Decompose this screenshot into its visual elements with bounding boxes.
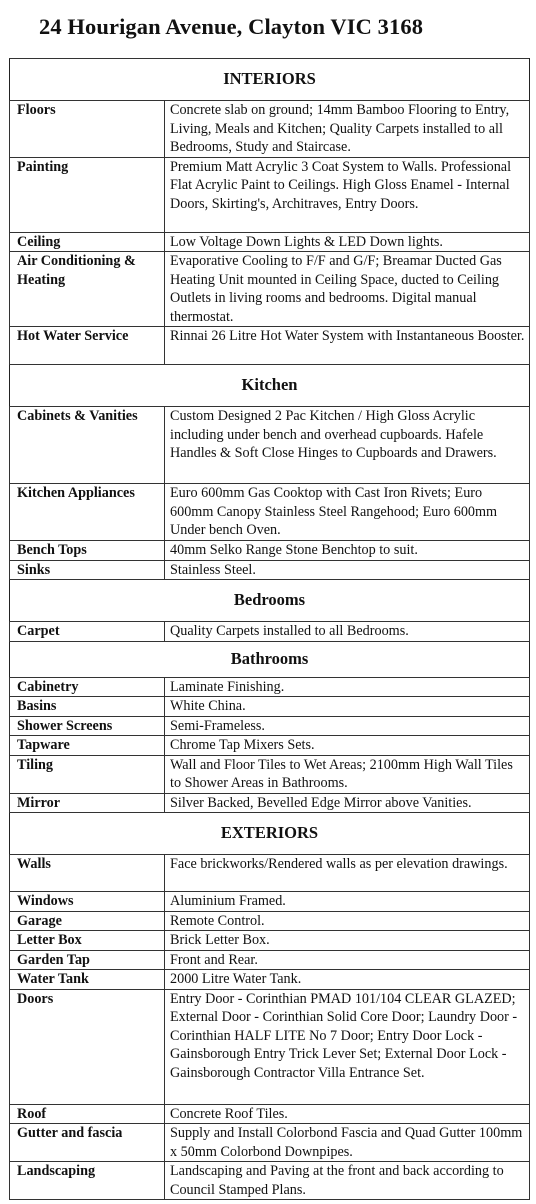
row-label: Garage xyxy=(10,911,165,931)
row-label: Gutter and fascia xyxy=(10,1124,165,1162)
table-row xyxy=(10,677,530,697)
row-value: Euro 600mm Gas Cooktop with Cast Iron Rivets; Euro 600mm Canopy Stainless Steel Rangehood; Euro 600mm Under bench Oven. xyxy=(165,484,530,541)
table-row xyxy=(10,892,530,912)
row-label: Roof xyxy=(10,1104,165,1124)
row-value: Front and Rear. xyxy=(165,950,530,970)
row-label: Mirror xyxy=(10,793,165,813)
table-row xyxy=(10,950,530,970)
row-value: Premium Matt Acrylic 3 Coat System to Walls. Professional Flat Acrylic Paint to Ceilings. High Gloss Enamel - Internal Doors, Skirting's, Architraves, Entry Doors. xyxy=(165,157,530,232)
section-heading-kitchen: Kitchen xyxy=(10,365,530,407)
row-label: Tiling xyxy=(10,755,165,793)
row-label: Shower Screens xyxy=(10,716,165,736)
row-value: Remote Control. xyxy=(165,911,530,931)
table-row xyxy=(10,736,530,756)
table-row xyxy=(10,1104,530,1124)
row-label: Letter Box xyxy=(10,931,165,951)
document-title: 24 Hourigan Avenue, Clayton VIC 3168 xyxy=(39,14,424,39)
specification-table xyxy=(9,58,530,1200)
row-value: Face brickworks/Rendered walls as per elevation drawings. xyxy=(165,855,530,892)
row-label: Walls xyxy=(10,855,165,892)
table-row xyxy=(10,697,530,717)
row-value: Aluminium Framed. xyxy=(165,892,530,912)
row-value: Concrete Roof Tiles. xyxy=(165,1104,530,1124)
table-row xyxy=(10,793,530,813)
row-label: Water Tank xyxy=(10,970,165,990)
table-row xyxy=(10,484,530,541)
row-label: Sinks xyxy=(10,560,165,580)
row-label: Floors xyxy=(10,101,165,158)
section-heading-interiors: INTERIORS xyxy=(10,59,530,101)
section-heading-bathrooms: Bathrooms xyxy=(10,641,530,677)
row-label: Cabinets & Vanities xyxy=(10,407,165,484)
table-row xyxy=(10,327,530,365)
section-heading-row xyxy=(10,641,530,677)
row-value: Custom Designed 2 Pac Kitchen / High Gloss Acrylic including under bench and overhead cupboards. Hafele Handles & Soft Close Hinges to Cupboards and Drawers. xyxy=(165,407,530,484)
table-row xyxy=(10,560,530,580)
row-label: Kitchen Appliances xyxy=(10,484,165,541)
row-label: Doors xyxy=(10,989,165,1104)
row-label: Ceiling xyxy=(10,232,165,252)
row-value: Wall and Floor Tiles to Wet Areas; 2100mm High Wall Tiles to Shower Areas in Bathrooms. xyxy=(165,755,530,793)
row-label: Tapware xyxy=(10,736,165,756)
table-row xyxy=(10,755,530,793)
section-heading-row xyxy=(10,813,530,855)
row-label: Landscaping xyxy=(10,1162,165,1200)
row-value: Concrete slab on ground; 14mm Bamboo Flooring to Entry, Living, Meals and Kitchen; Quality Carpets installed to all Bedrooms, Study and Staircase. xyxy=(165,101,530,158)
table-row xyxy=(10,911,530,931)
row-label: Carpet xyxy=(10,622,165,642)
row-value: Laminate Finishing. xyxy=(165,677,530,697)
row-label: Air Conditioning & Heating xyxy=(10,252,165,327)
row-value: Silver Backed, Bevelled Edge Mirror above Vanities. xyxy=(165,793,530,813)
table-row xyxy=(10,1124,530,1162)
table-row xyxy=(10,970,530,990)
row-value: Landscaping and Paving at the front and back according to Council Stamped Plans. xyxy=(165,1162,530,1200)
row-value: Low Voltage Down Lights & LED Down lights. xyxy=(165,232,530,252)
table-row xyxy=(10,101,530,158)
table-row xyxy=(10,622,530,642)
row-value: Stainless Steel. xyxy=(165,560,530,580)
table-row xyxy=(10,232,530,252)
row-value: Supply and Install Colorbond Fascia and Quad Gutter 100mm x 50mm Colorbond Downpipes. xyxy=(165,1124,530,1162)
section-heading-row xyxy=(10,365,530,407)
table-row xyxy=(10,855,530,892)
table-row xyxy=(10,252,530,327)
row-label: Basins xyxy=(10,697,165,717)
row-value: Semi-Frameless. xyxy=(165,716,530,736)
table-row xyxy=(10,541,530,561)
row-value: Rinnai 26 Litre Hot Water System with Instantaneous Booster. xyxy=(165,327,530,365)
row-label: Hot Water Service xyxy=(10,327,165,365)
row-label: Cabinetry xyxy=(10,677,165,697)
row-value: 40mm Selko Range Stone Benchtop to suit. xyxy=(165,541,530,561)
row-value: Quality Carpets installed to all Bedrooms. xyxy=(165,622,530,642)
row-value: White China. xyxy=(165,697,530,717)
row-value: Chrome Tap Mixers Sets. xyxy=(165,736,530,756)
table-row xyxy=(10,931,530,951)
section-heading-bedrooms: Bedrooms xyxy=(10,580,530,622)
table-row xyxy=(10,1162,530,1200)
row-label: Garden Tap xyxy=(10,950,165,970)
table-row xyxy=(10,716,530,736)
row-label: Windows xyxy=(10,892,165,912)
row-value: Brick Letter Box. xyxy=(165,931,530,951)
section-heading-row xyxy=(10,59,530,101)
table-row xyxy=(10,157,530,232)
row-value: Entry Door - Corinthian PMAD 101/104 CLEAR GLAZED; External Door - Corinthian Solid Core Door; Laundry Door - Corinthian HALF LITE No 7 Door; Entry Door Lock - Gainsborough Entry Trick Lever Set; External Door Lock - Gainsborough Contractor Villa Entrance Set. xyxy=(165,989,530,1104)
section-heading-exteriors: EXTERIORS xyxy=(10,813,530,855)
table-row xyxy=(10,989,530,1104)
row-label: Bench Tops xyxy=(10,541,165,561)
section-heading-row xyxy=(10,580,530,622)
row-value: Evaporative Cooling to F/F and G/F; Breamar Ducted Gas Heating Unit mounted in Ceiling Space, ducted to Ceiling Outlets in living rooms and bedrooms. Digital manual thermostat. xyxy=(165,252,530,327)
row-value: 2000 Litre Water Tank. xyxy=(165,970,530,990)
row-label: Painting xyxy=(10,157,165,232)
table-row xyxy=(10,407,530,484)
